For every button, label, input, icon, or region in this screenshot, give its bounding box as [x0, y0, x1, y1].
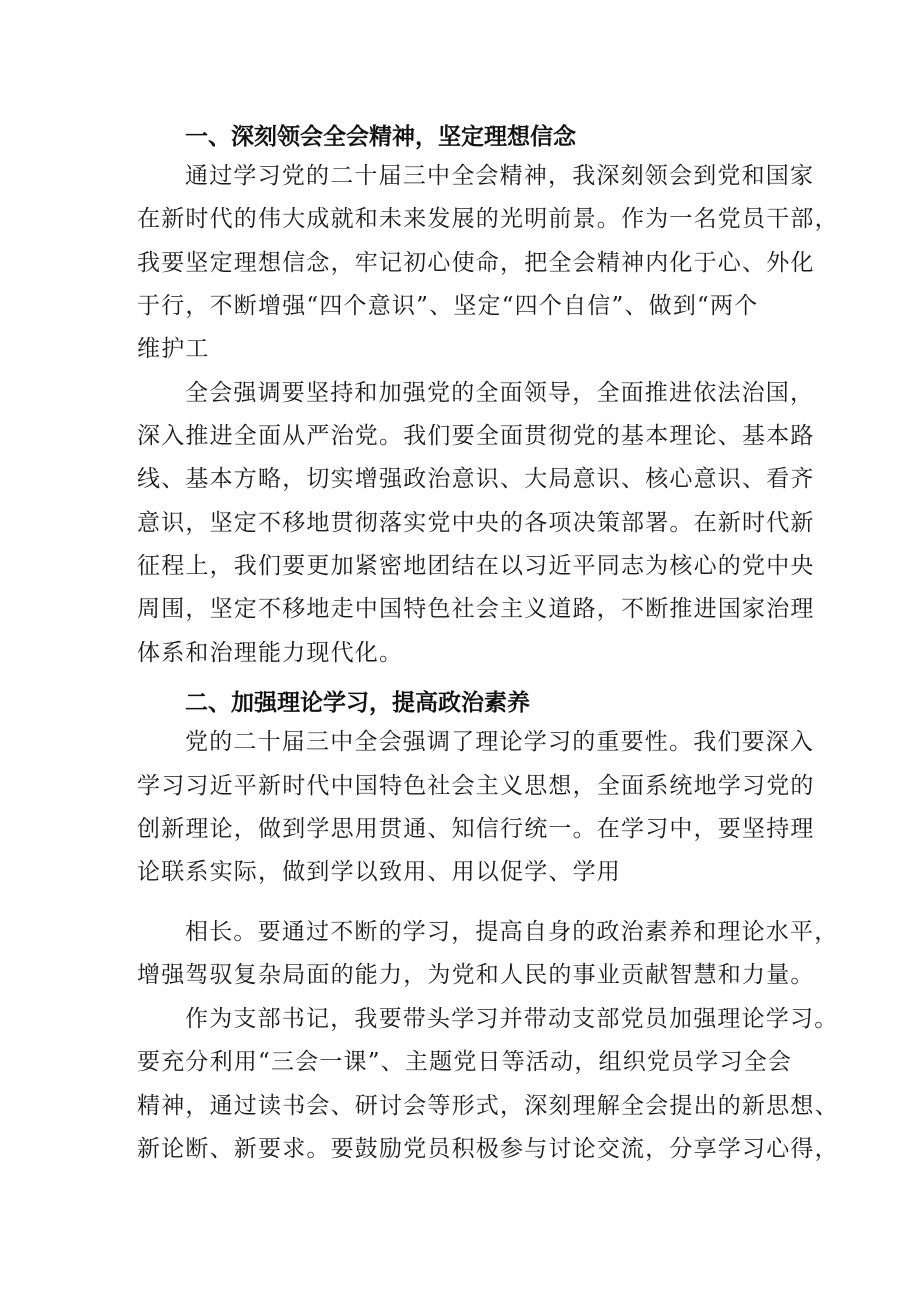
- section1-para1-line1: 通过学习党的二十届三中全会精神，我深刻领会到党和国家: [185, 163, 815, 189]
- section2-para1-line1: 党的二十届三中全会强调了理论学习的重要性。我们要深入: [185, 729, 815, 755]
- section1-para1-line2: 在新时代的伟大成就和未来发展的光明前景。作为一名党员干部，: [137, 206, 839, 232]
- section2-para1-line2: 学习习近平新时代中国特色社会主义思想，全面系统地学习党的: [137, 773, 815, 799]
- section2-para3-line4: 新论断、新要求。要鼓励党员积极参与讨论交流，分享学习心得，: [137, 1136, 839, 1162]
- section1-para2-line7: 体系和治理能力现代化。: [137, 640, 404, 666]
- section1-para2-line4: 意识，坚定不移地贯彻落实党中央的各项决策部署。在新时代新: [137, 510, 815, 536]
- section2-heading: 二、加强理论学习，提高政治素养: [185, 690, 530, 716]
- section2-para1-line4: 论联系实际，做到学以致用、用以促学、学用: [137, 859, 621, 885]
- section1-para2-line6: 周围，坚定不移地走中国特色社会主义道路，不断推进国家治理: [137, 596, 815, 622]
- section1-para1-line3: 我要坚定理想信念，牢记初心使命，把全会精神内化于心、外化: [137, 250, 815, 276]
- section1-para1-line5: 维护工: [137, 336, 210, 362]
- section1-para2-line5: 征程上，我们要更加紧密地团结在以习近平同志为核心的党中央: [137, 553, 815, 579]
- section1-para2-line3: 线、基本方略，切实增强政治意识、大局意识、核心意识、看齐: [137, 466, 815, 492]
- section2-para2-line2: 增强驾驭复杂局面的能力，为党和人民的事业贡献智慧和力量。: [137, 962, 815, 988]
- section1-para2-line1: 全会强调要坚持和加强党的全面领导，全面推进依法治国，: [185, 380, 815, 406]
- section1-heading: 一、深刻领会全会精神，坚定理想信念: [185, 124, 576, 150]
- section2-para3-line2: 要充分利用“三会一课”、主题党日等活动，组织党员学习全会: [137, 1049, 793, 1075]
- section1-para2-line2: 深入推进全面从严治党。我们要全面贯彻党的基本理论、基本路: [137, 423, 815, 449]
- section1-para1-line4: 于行，不断增强“四个意识”、坚定“四个自信”、做到“两个: [137, 293, 759, 319]
- section2-para3-line1: 作为支部书记，我要带头学习并带动支部党员加强理论学习。: [185, 1006, 839, 1032]
- section2-para2-line1: 相长。要通过不断的学习，提高自身的政治素养和理论水平，: [185, 919, 839, 945]
- section2-para3-line3: 精神，通过读书会、研讨会等形式，深刻理解全会提出的新思想、: [137, 1093, 839, 1119]
- section2-para1-line3: 创新理论，做到学思用贯通、知信行统一。在学习中，要坚持理: [137, 816, 815, 842]
